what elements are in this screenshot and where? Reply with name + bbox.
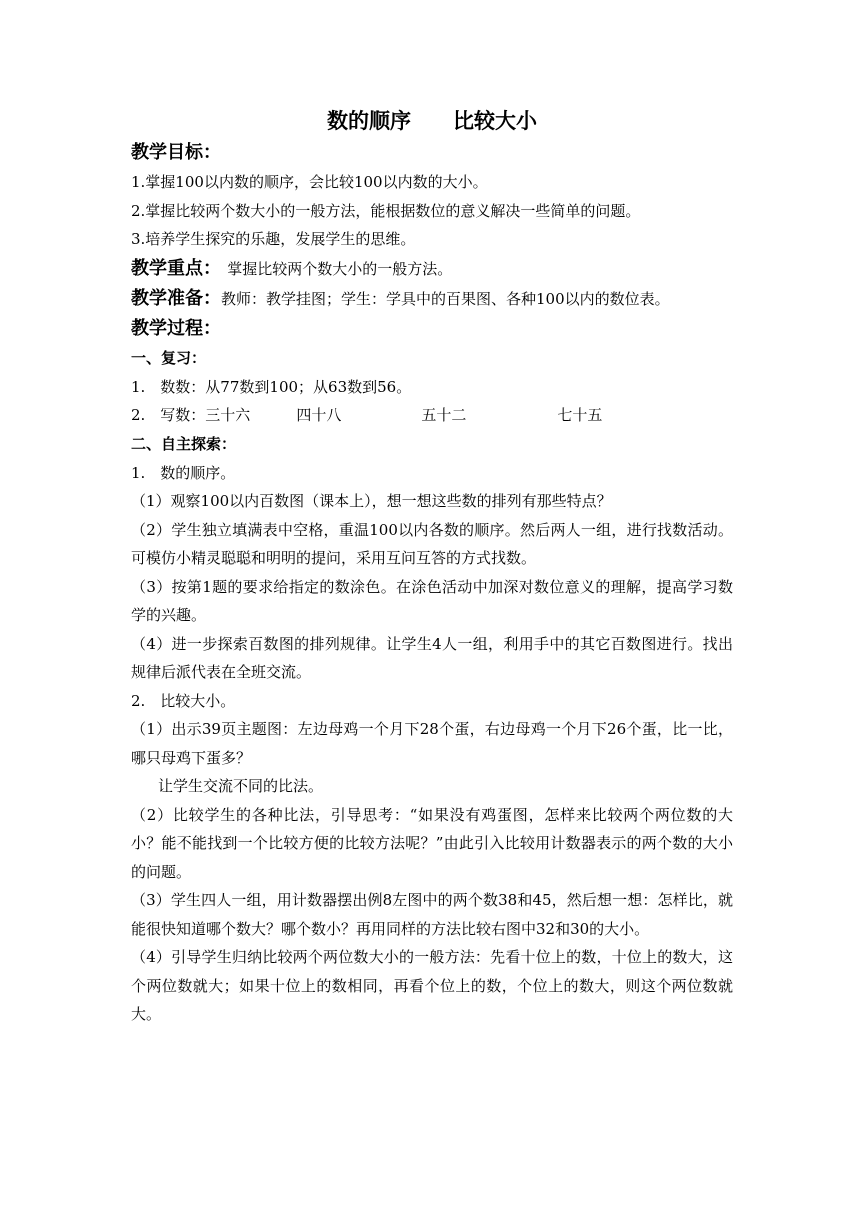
page-title: 数的顺序 比较大小 — [327, 109, 537, 133]
review-item-1: 1. 数数：从77数到100；从63数到56。 — [131, 377, 412, 396]
explore-section-1-item: （4）进一步探索百数图的排列规律。让学生4人一组，利用手中的其它百数图进行。找出规律后派代表在全班交流。 — [131, 634, 733, 681]
objectives-heading: 教学目标： — [131, 142, 221, 163]
explore-section-2-item: （4）引导学生归纳比较两个两位数大小的一般方法：先看十位上的数，十位上的数大，这个两位数就大；如果十位上的数相同，再看个位上的数，个位上的数大，则这个两位数就大。 — [131, 948, 733, 1023]
explore-section-2-title: 2. 比较大小。 — [131, 691, 236, 710]
write-number-word: 五十二 — [421, 406, 467, 424]
document-page — [131, 104, 733, 1029]
explore-section-1-title: 1. 数的顺序。 — [131, 463, 236, 482]
review-item-2 — [131, 401, 733, 430]
explore-section-2-item: （2）比较学生的各种比法，引导思考：“如果没有鸡蛋图，怎样来比较两个两位数的大小？能不能找到一个比较方便的比较方法呢？”由此引入比较用计数器表示的两个数的大小的问题。 — [131, 805, 733, 881]
preparation-text: 教师：教学挂图；学生：学具中的百果图、各种100以内的数位表。 — [221, 289, 670, 308]
explore-section-2-item: （1）出示39页主题图：左边母鸡一个月下28个蛋，右边母鸡一个月下26个蛋，比一比，哪只母鸡下蛋多？ — [131, 720, 733, 767]
write-number-word: 四十八 — [296, 406, 342, 424]
explore-section-1-item: （3）按第1题的要求给指定的数涂色。在涂色活动中加深对数位意义的理解，提高学习数学的兴趣。 — [131, 577, 733, 624]
key-point-text: 掌握比较两个数大小的一般方法。 — [227, 259, 453, 278]
preparation-heading: 教学准备： — [131, 287, 221, 309]
explore-section-2-item: （3）学生四人一组，用计数器摆出例8左图中的两个数38和45，然后想一想：怎样比，就能很快知道哪个数大？哪个数小？再用同样的方法比较右图中32和30的大小。 — [131, 891, 733, 938]
review-item-2-prefix: 2. 写数：三十六 — [131, 406, 251, 424]
objective-item-2: 2.掌握比较两个数大小的一般方法，能根据数位的意义解决一些简单的问题。 — [131, 201, 641, 220]
explore-heading: 二、自主探索： — [131, 434, 237, 453]
explore-section-1-item: （2）学生独立填满表中空格，重温100以内各数的顺序。然后两人一组，进行找数活动。可模仿小精灵聪聪和明明的提问，采用互问互答的方式找数。 — [131, 520, 733, 567]
review-heading: 一、复习： — [131, 348, 207, 367]
write-number-word: 七十五 — [557, 406, 603, 424]
explore-section-1-item: （1）观察100以内百数图（课本上），想一想这些数的排列有那些特点？ — [131, 492, 612, 510]
objective-item-3: 3.培养学生探究的乐趣，发展学生的思维。 — [131, 230, 416, 248]
process-heading: 教学过程： — [131, 317, 221, 339]
objective-item-1: 1.掌握100以内数的顺序，会比较100以内数的大小。 — [131, 173, 488, 191]
explore-section-2-note: 让学生交流不同的比法。 — [158, 777, 324, 795]
key-point-heading: 教学重点： — [131, 257, 221, 279]
key-point-line — [131, 254, 733, 284]
preparation-line — [131, 284, 733, 314]
